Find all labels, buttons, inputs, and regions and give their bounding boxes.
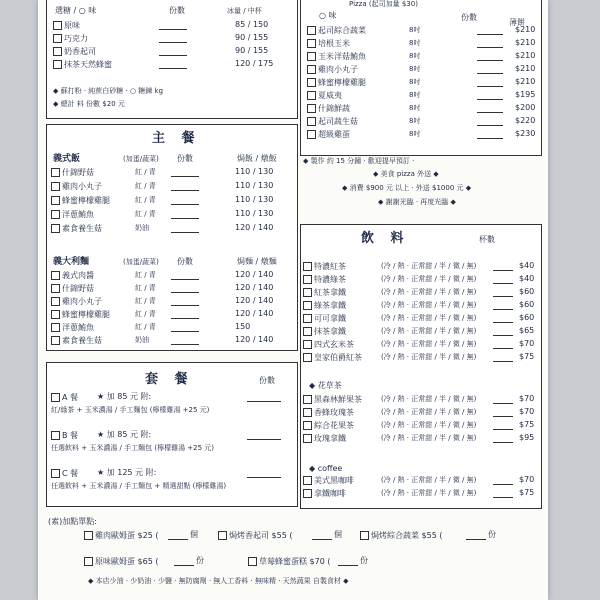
- qty-line[interactable]: [312, 539, 332, 540]
- sets-title: 套 餐: [145, 372, 194, 387]
- set-item[interactable]: [51, 469, 78, 478]
- qty-line[interactable]: [493, 416, 513, 417]
- item-name: 香蜂玫瑰茶: [314, 408, 354, 417]
- item-options: (冷 / 熱 · 正常甜 / 半 / 微 / 無): [381, 275, 477, 283]
- menu-item[interactable]: [51, 336, 102, 345]
- addon-unit: 個: [190, 530, 198, 539]
- checkbox[interactable]: [53, 21, 62, 30]
- qty-line[interactable]: [159, 55, 187, 56]
- menu-item[interactable]: [303, 489, 346, 498]
- qty-line[interactable]: [493, 484, 513, 485]
- qty-line[interactable]: [159, 68, 187, 69]
- qty-line[interactable]: [477, 125, 503, 126]
- qty-line[interactable]: [171, 292, 199, 293]
- item-price: $70: [519, 407, 535, 416]
- rice-col-c: 焗飯 / 燉飯: [237, 154, 277, 163]
- qty-line[interactable]: [477, 138, 503, 139]
- menu-item[interactable]: [303, 353, 362, 362]
- qty-line[interactable]: [171, 218, 199, 219]
- checkbox[interactable]: [360, 531, 369, 540]
- checkbox[interactable]: [303, 408, 312, 417]
- item-price: $40: [519, 261, 535, 270]
- item-name: 四式玄米茶: [314, 340, 354, 349]
- col-header-qty: 份數: [169, 6, 185, 15]
- menu-item[interactable]: [307, 65, 358, 74]
- item-size: 8吋: [409, 65, 421, 73]
- item-price: 120 / 140: [235, 270, 274, 279]
- pizza-header-right: Pizza (起司加量 $30): [349, 0, 418, 8]
- item-options: (冷 / 熱 · 正常甜 / 半 / 微 / 無): [381, 327, 477, 335]
- noodle-col-a: (加蛋/蔬菜): [123, 258, 159, 266]
- qty-line[interactable]: [247, 401, 281, 402]
- menu-item[interactable]: [51, 182, 102, 191]
- item-price: 90 / 155: [235, 46, 269, 55]
- qty-line[interactable]: [159, 29, 187, 30]
- checkbox[interactable]: [53, 60, 62, 69]
- pizza-qty-label: 份數: [461, 13, 477, 22]
- item-option: 奶油: [135, 224, 149, 232]
- item-name: 夏威夷: [318, 91, 342, 100]
- item-option: 紅 / 青: [135, 297, 156, 305]
- item-name: 洋蔥鮪魚: [62, 323, 94, 332]
- checkbox[interactable]: [51, 284, 60, 293]
- item-price: $65: [519, 326, 535, 335]
- item-name: 特濃綠茶: [314, 275, 346, 284]
- item-options: (冷 / 熱 · 正常甜 / 半 / 微 / 無): [381, 314, 477, 322]
- menu-item[interactable]: [307, 117, 358, 126]
- qty-line[interactable]: [171, 318, 199, 319]
- qty-line[interactable]: [493, 403, 513, 404]
- item-price: $210: [515, 64, 536, 73]
- menu-item[interactable]: [303, 327, 346, 336]
- qty-line[interactable]: [493, 497, 513, 498]
- item-name: 蜂蜜檸檬雞腿: [318, 78, 366, 87]
- item-options: (冷 / 熱 · 正常甜 / 半 / 微 / 無): [381, 288, 477, 296]
- item-price: 110 / 130: [235, 167, 274, 176]
- qty-line[interactable]: [466, 539, 486, 540]
- item-name: 抹茶拿鐵: [314, 327, 346, 336]
- item-price: $60: [519, 287, 535, 296]
- set-name: A 餐: [62, 393, 79, 402]
- item-options: (冷 / 熱 · 正常甜 / 半 / 微 / 無): [381, 489, 477, 497]
- menu-item[interactable]: [51, 323, 94, 332]
- qty-line[interactable]: [171, 344, 199, 345]
- item-size: 8吋: [409, 52, 421, 60]
- item-options: (冷 / 熱 · 正常甜 / 半 / 微 / 無): [381, 434, 477, 442]
- qty-line[interactable]: [477, 34, 503, 35]
- menu-item[interactable]: [303, 262, 346, 271]
- item-name: 什錦野菇: [62, 284, 94, 293]
- item-price: $200: [515, 103, 536, 112]
- item-options: (冷 / 熱 · 正常甜 / 半 / 微 / 無): [381, 421, 477, 429]
- item-name: 素食養生菇: [62, 224, 102, 233]
- menu-item[interactable]: [303, 434, 346, 443]
- menu-item[interactable]: [51, 271, 94, 280]
- checkbox[interactable]: [307, 91, 316, 100]
- item-price: 110 / 130: [235, 181, 274, 190]
- qty-line[interactable]: [493, 348, 513, 349]
- item-name: 皇家伯爵紅茶: [314, 353, 362, 362]
- qty-line[interactable]: [493, 296, 513, 297]
- item-name: 起司綜合蔬菜: [318, 26, 366, 35]
- sets-qty-label: 份數: [259, 376, 275, 385]
- qty-line[interactable]: [171, 331, 199, 332]
- main-meal-box: [46, 124, 298, 351]
- pizza-note: ◆ 消費 $900 元 以上 · 外送 $1000 元 ◆: [342, 184, 472, 192]
- checkbox[interactable]: [303, 434, 312, 443]
- flower-title: ◆ 花草茶: [309, 381, 342, 390]
- checkbox[interactable]: [51, 182, 60, 191]
- col-header-price: 冰量 / 中杯: [227, 7, 262, 15]
- coffee-title: ◆ coffee: [309, 464, 343, 473]
- item-price: 120 / 140: [235, 223, 274, 232]
- item-price: $70: [519, 339, 535, 348]
- item-size: 8吋: [409, 78, 421, 86]
- qty-line[interactable]: [493, 361, 513, 362]
- item-price: 90 / 155: [235, 33, 269, 42]
- addon-item[interactable]: 草莓蜂蜜蛋糕 $70 (: [248, 557, 330, 566]
- item-price: $60: [519, 300, 535, 309]
- item-name: 雞肉小丸子: [62, 297, 102, 306]
- checkbox[interactable]: [51, 210, 60, 219]
- item-price: $75: [519, 352, 535, 361]
- qty-line[interactable]: [247, 477, 281, 478]
- rice-col-b: 份數: [177, 154, 193, 163]
- top-drinks-box: [46, 0, 298, 119]
- qty-line[interactable]: [493, 429, 513, 430]
- note: ◆ 總計 料 份數 $20 元: [53, 100, 125, 108]
- menu-item[interactable]: [51, 310, 110, 319]
- item-option: 紅 / 青: [135, 323, 156, 331]
- checkbox[interactable]: [51, 297, 60, 306]
- checkbox[interactable]: [51, 336, 60, 345]
- menu-item[interactable]: [51, 224, 102, 233]
- item-options: (冷 / 熱 · 正常甜 / 半 / 微 / 無): [381, 408, 477, 416]
- item-name: 起司蔬生菇: [318, 117, 358, 126]
- item-name: 玉米洋菇鮪魚: [318, 52, 366, 61]
- item-option: 紅 / 青: [135, 196, 156, 204]
- checkbox[interactable]: [307, 78, 316, 87]
- menu-item[interactable]: [51, 210, 94, 219]
- qty-line[interactable]: [477, 86, 503, 87]
- item-name: 拿鐵咖啡: [314, 489, 346, 498]
- set-detail: 任選飲料 + 玉米濃湯 / 手工麵包 (檸檬雞湯 +25 元): [51, 444, 215, 452]
- item-option: 紅 / 青: [135, 271, 156, 279]
- qty-line[interactable]: [171, 279, 199, 280]
- set-item[interactable]: [51, 393, 78, 402]
- item-options: (冷 / 熱 · 正常甜 / 半 / 微 / 無): [381, 476, 477, 484]
- addon-unit: 份: [488, 530, 496, 539]
- menu-item[interactable]: [303, 314, 346, 323]
- noodle-title: 義大利麵: [53, 257, 90, 267]
- item-price: 120 / 140: [235, 283, 274, 292]
- menu-item[interactable]: [307, 39, 350, 48]
- checkbox[interactable]: [84, 557, 93, 566]
- item-option: 紅 / 青: [135, 284, 156, 292]
- checkbox[interactable]: [307, 117, 316, 126]
- menu-item[interactable]: [51, 168, 94, 177]
- qty-line[interactable]: [493, 322, 513, 323]
- menu-item[interactable]: [307, 52, 366, 61]
- qty-line[interactable]: [477, 60, 503, 61]
- pizza-header: ○ 味: [319, 11, 337, 20]
- item-option: 奶油: [135, 336, 149, 344]
- sets-box: [46, 362, 298, 507]
- checkbox[interactable]: [307, 104, 316, 113]
- item-name: 特濃紅茶: [314, 262, 346, 271]
- item-price: $210: [515, 77, 536, 86]
- set-name: C 餐: [62, 469, 79, 478]
- item-price: $230: [515, 129, 536, 138]
- item-name: 培根玉米: [318, 39, 350, 48]
- menu-item[interactable]: [303, 301, 346, 310]
- item-price: 120 / 140: [235, 296, 274, 305]
- menu-item[interactable]: [307, 91, 342, 100]
- item-name: 什錦野菇: [62, 168, 94, 177]
- item-option: 紅 / 青: [135, 182, 156, 190]
- checkbox[interactable]: [51, 168, 60, 177]
- drinks-qty-label: 杯數: [479, 235, 495, 244]
- qty-line[interactable]: [171, 305, 199, 306]
- item-price: $75: [519, 488, 535, 497]
- checkbox[interactable]: [303, 262, 312, 271]
- qty-line[interactable]: [493, 335, 513, 336]
- menu-item[interactable]: [303, 408, 354, 417]
- item-price: $75: [519, 420, 535, 429]
- qty-line[interactable]: [168, 539, 188, 540]
- pizza-price-label: 薄餅: [509, 18, 525, 27]
- set-price: ★ 加 125 元 附:: [97, 468, 157, 477]
- item-name: 義式肉醬: [62, 271, 94, 280]
- checkbox[interactable]: [84, 531, 93, 540]
- item-option: 紅 / 青: [135, 310, 156, 318]
- item-name: 洋蔥鮪魚: [62, 210, 94, 219]
- item-price: $210: [515, 51, 536, 60]
- item-size: 8吋: [409, 130, 421, 138]
- qty-line[interactable]: [159, 42, 187, 43]
- main-meal-title: 主 餐: [152, 131, 201, 146]
- checkbox[interactable]: [51, 431, 60, 440]
- item-size: 8吋: [409, 91, 421, 99]
- menu-item[interactable]: [307, 130, 350, 139]
- addon-item[interactable]: 雞肉歐姆蛋 $25 (: [84, 531, 158, 540]
- rice-col-a: (加蛋/蔬菜): [123, 155, 159, 163]
- menu-item[interactable]: [303, 476, 354, 485]
- item-price: $70: [519, 394, 535, 403]
- checkbox[interactable]: [53, 34, 62, 43]
- qty-line[interactable]: [477, 73, 503, 74]
- checkbox[interactable]: [51, 196, 60, 205]
- menu-item[interactable]: [303, 421, 354, 430]
- item-size: 8吋: [409, 26, 421, 34]
- qty-line[interactable]: [477, 112, 503, 113]
- addon-item[interactable]: 焗烤香起司 $55 (: [218, 531, 292, 540]
- qty-line[interactable]: [171, 176, 199, 177]
- item-options: (冷 / 熱 · 正常甜 / 半 / 微 / 無): [381, 353, 477, 361]
- item-size: 8吋: [409, 104, 421, 112]
- checkbox[interactable]: [307, 65, 316, 74]
- checkbox[interactable]: [303, 288, 312, 297]
- checkbox[interactable]: [248, 557, 257, 566]
- drinks-title: 飲 料: [361, 231, 410, 246]
- menu-sheet: [38, 0, 548, 600]
- addon-unit: 份: [196, 556, 204, 565]
- item-price: 120 / 140: [235, 309, 274, 318]
- item-price: $210: [515, 25, 536, 34]
- checkbox[interactable]: [51, 224, 60, 233]
- addons-title: (素)加點單點:: [48, 517, 97, 526]
- noodle-col-b: 份數: [177, 257, 193, 266]
- qty-line[interactable]: [477, 47, 503, 48]
- checkbox[interactable]: [303, 327, 312, 336]
- checkbox[interactable]: [51, 469, 60, 478]
- set-price: ★ 加 85 元 附:: [97, 430, 152, 439]
- qty-line[interactable]: [171, 204, 199, 205]
- item-price: $195: [515, 90, 536, 99]
- item-name: 超級雞蛋: [318, 130, 350, 139]
- qty-line[interactable]: [171, 232, 199, 233]
- menu-item[interactable]: [307, 26, 366, 35]
- set-price: ★ 加 85 元 附:: [97, 392, 152, 401]
- checkbox[interactable]: [303, 421, 312, 430]
- item-name: 雞肉小丸子: [318, 65, 358, 74]
- menu-item[interactable]: [303, 340, 354, 349]
- drinks-box: [300, 224, 542, 509]
- item-size: 8吋: [409, 39, 421, 47]
- checkbox[interactable]: [303, 314, 312, 323]
- item-price: 120 / 175: [235, 59, 274, 68]
- item-price: 150: [235, 322, 251, 331]
- menu-item[interactable]: [307, 78, 366, 87]
- menu-item[interactable]: [51, 196, 110, 205]
- note: ◆ 蘇打粉 · 純蔗白砂糖 · ○ 糖鍊 kg: [53, 87, 164, 95]
- item-name: 蜂蜜檸檬雞腿: [62, 310, 110, 319]
- set-detail: 任選飲料 + 玉米濃湯 / 手工麵包 + 精選甜點 (檸檬雞湯): [51, 482, 227, 490]
- item-name: 雞肉小丸子: [62, 182, 102, 191]
- item-size: 8吋: [409, 117, 421, 125]
- item-name: 素食養生菇: [62, 336, 102, 345]
- item-price: 85 / 150: [235, 20, 269, 29]
- menu-item[interactable]: 抹茶天然蜂蜜: [53, 60, 112, 69]
- item-name: 玫瑰拿鐵: [314, 434, 346, 443]
- item-name: 美式黑咖啡: [314, 476, 354, 485]
- menu-item[interactable]: [51, 284, 94, 293]
- footer-note: ◆ 本店少油 · 少奶油 · 少鹽 · 無防腐劑 · 無人工香料 · 無味精 · 天然蔬果 自製食材 ◆: [88, 577, 349, 585]
- item-option: 紅 / 青: [135, 210, 156, 218]
- set-detail: 紅/綠茶 + 玉米濃湯 / 手工麵包 (檸檬雞湯 +25 元): [51, 406, 210, 414]
- item-price: $210: [515, 38, 536, 47]
- checkbox[interactable]: [218, 531, 227, 540]
- checkbox[interactable]: [307, 130, 316, 139]
- rice-title: 義式飯: [53, 154, 81, 164]
- menu-item[interactable]: 奶香起司: [53, 47, 96, 56]
- item-name: 黑森林鮮果茶: [314, 395, 362, 404]
- checkbox[interactable]: [303, 476, 312, 485]
- item-name: 什錦鮮蔬: [318, 104, 350, 113]
- checkbox[interactable]: [51, 271, 60, 280]
- menu-item[interactable]: [303, 395, 362, 404]
- qty-line[interactable]: [338, 565, 358, 566]
- menu-item[interactable]: 原味: [53, 21, 80, 30]
- checkbox[interactable]: [303, 340, 312, 349]
- pizza-note: ◆ 美食 pizza 外送 ◆: [373, 170, 439, 178]
- pizza-box: [300, 0, 542, 156]
- menu-item[interactable]: [51, 297, 102, 306]
- addon-item[interactable]: 原味歐姆蛋 $65 (: [84, 557, 158, 566]
- pizza-note: ◆ 謝謝光臨 · 再度光臨 ◆: [378, 198, 456, 206]
- col-header-name: 選糖 / ○ 味: [55, 6, 97, 15]
- checkbox[interactable]: [53, 47, 62, 56]
- qty-line[interactable]: [493, 442, 513, 443]
- qty-line[interactable]: [171, 190, 199, 191]
- item-price: $40: [519, 274, 535, 283]
- set-name: B 餐: [62, 431, 79, 440]
- checkbox[interactable]: [307, 26, 316, 35]
- item-price: $60: [519, 313, 535, 322]
- qty-line[interactable]: [493, 309, 513, 310]
- checkbox[interactable]: [303, 275, 312, 284]
- qty-line[interactable]: [477, 99, 503, 100]
- addon-unit: 個: [334, 530, 342, 539]
- item-options: (冷 / 熱 · 正常甜 / 半 / 微 / 無): [381, 340, 477, 348]
- checkbox[interactable]: [51, 323, 60, 332]
- item-option: 紅 / 青: [135, 168, 156, 176]
- checkbox[interactable]: [303, 301, 312, 310]
- checkbox[interactable]: [303, 353, 312, 362]
- checkbox[interactable]: [51, 393, 60, 402]
- item-price: $70: [519, 475, 535, 484]
- item-price: $95: [519, 433, 535, 442]
- checkbox[interactable]: [303, 395, 312, 404]
- menu-item[interactable]: [307, 104, 350, 113]
- pizza-note: ◆ 製作 約 15 分鐘 · 歡迎提早預訂 ·: [303, 157, 415, 165]
- item-price: $220: [515, 116, 536, 125]
- noodle-col-c: 焗麵 / 燉麵: [237, 257, 277, 266]
- item-name: 綠茶拿鐵: [314, 301, 346, 310]
- item-name: 紅茶拿鐵: [314, 288, 346, 297]
- item-options: (冷 / 熱 · 正常甜 / 半 / 微 / 無): [381, 262, 477, 270]
- item-name: 綜合花果茶: [314, 421, 354, 430]
- item-options: (冷 / 熱 · 正常甜 / 半 / 微 / 無): [381, 395, 477, 403]
- menu-item[interactable]: [303, 275, 346, 284]
- qty-line[interactable]: [247, 439, 281, 440]
- checkbox[interactable]: [51, 310, 60, 319]
- item-price: 110 / 130: [235, 195, 274, 204]
- checkbox[interactable]: [307, 52, 316, 61]
- checkbox[interactable]: [307, 39, 316, 48]
- set-item[interactable]: [51, 431, 78, 440]
- addon-item[interactable]: 焗烤綜合蔬菜 $55 (: [360, 531, 442, 540]
- item-price: 110 / 130: [235, 209, 274, 218]
- item-price: 120 / 140: [235, 335, 274, 344]
- qty-line[interactable]: [493, 283, 513, 284]
- item-name: 可可拿鐵: [314, 314, 346, 323]
- menu-item[interactable]: [303, 288, 346, 297]
- item-options: (冷 / 熱 · 正常甜 / 半 / 微 / 無): [381, 301, 477, 309]
- qty-line[interactable]: [493, 270, 513, 271]
- item-name: 蜂蜜檸檬雞腿: [62, 196, 110, 205]
- qty-line[interactable]: [174, 565, 194, 566]
- addon-unit: 份: [360, 556, 368, 565]
- menu-item[interactable]: 巧克力: [53, 34, 88, 43]
- checkbox[interactable]: [303, 489, 312, 498]
